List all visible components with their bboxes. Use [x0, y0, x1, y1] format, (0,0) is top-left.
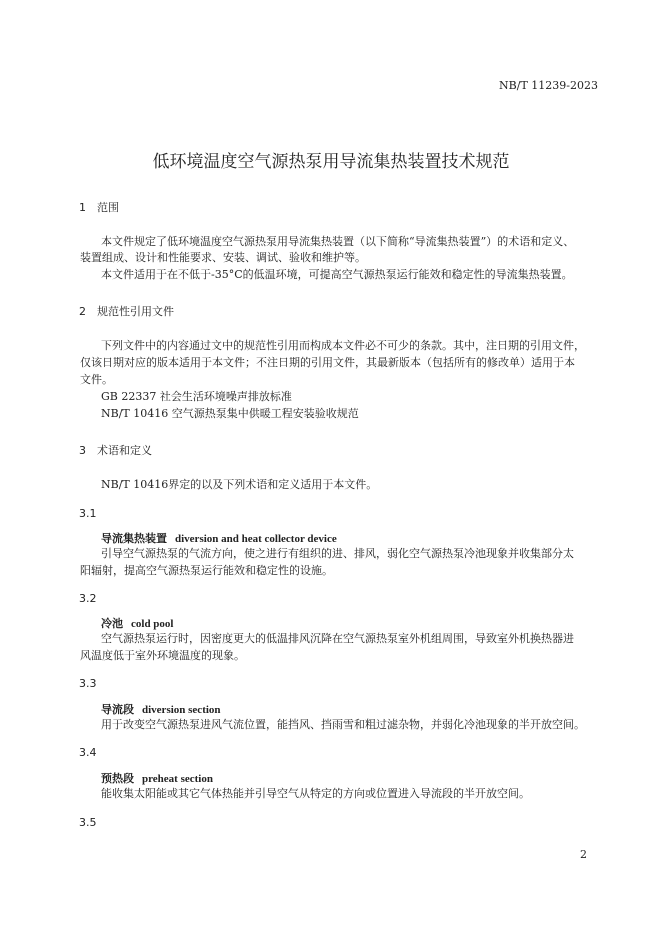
section-heading-references	[79, 303, 174, 319]
term-heading	[101, 701, 221, 717]
section-heading-terms	[79, 442, 152, 458]
document-title: 低环境温度空气源热泵用导流集热装置技术规范	[152, 152, 510, 172]
term-definition-line-2: 风温度低于室外环境温度的现象。	[80, 649, 245, 662]
term-english: diversion section	[142, 704, 221, 716]
section-title: 术语和定义	[97, 444, 152, 457]
term-chinese: 导流段	[101, 703, 134, 716]
term-heading	[101, 770, 213, 786]
section-number: 1	[79, 201, 86, 214]
term-definition-line-2: 阳辐射，提高空气源热泵运行能效和稳定性的设施。	[80, 564, 333, 577]
scope-paragraph-1-line-1: 本文件规定了低环境温度空气源热泵用导流集热装置（以下简称“导流集热装置”）的术语和定义、	[101, 235, 575, 248]
term-definition-line-1: 引导空气源热泵的气流方向，使之进行有组织的进、排风，弱化空气源热泵冷池现象并收集部分太	[101, 547, 574, 560]
references-paragraph-line-3: 文件。	[80, 373, 113, 386]
reference-item: GB 22337 社会生活环境噪声排放标准	[101, 390, 292, 403]
clause-number: 3.2	[79, 592, 97, 605]
term-heading	[101, 615, 173, 631]
section-number: 3	[79, 444, 86, 457]
term-chinese: 冷池	[101, 617, 123, 630]
term-definition-line-1: 能收集太阳能或其它气体热能并引导空气从特定的方向或位置进入导流段的半开放空间。	[101, 787, 530, 800]
terms-intro: NB/T 10416界定的以及下列术语和定义适用于本文件。	[101, 478, 378, 491]
clause-number: 3.5	[79, 816, 97, 829]
section-heading-scope	[79, 199, 119, 215]
term-chinese: 导流集热装置	[101, 532, 167, 545]
term-heading	[101, 530, 337, 546]
section-title: 范围	[97, 201, 119, 214]
reference-item: NB/T 10416 空气源热泵集中供暖工程安装验收规范	[101, 407, 359, 420]
clause-number: 3.4	[79, 746, 97, 759]
term-english: preheat section	[142, 773, 213, 785]
term-english: diversion and heat collector device	[175, 533, 337, 545]
section-title: 规范性引用文件	[97, 305, 174, 318]
term-definition-line-1: 空气源热泵运行时，因密度更大的低温排风沉降在空气源热泵室外机组周围，导致室外机换热器进	[101, 632, 574, 645]
references-paragraph-line-2: 仅该日期对应的版本适用于本文件；不注日期的引用文件，其最新版本（包括所有的修改单）适用于本	[80, 356, 575, 369]
term-chinese: 预热段	[101, 772, 134, 785]
scope-paragraph-1-line-2: 装置组成、设计和性能要求、安装、调试、验收和维护等。	[80, 251, 366, 264]
references-paragraph-line-1: 下列文件中的内容通过文中的规范性引用而构成本文件必不可少的条款。其中，注日期的引用文件，	[101, 339, 585, 352]
page-number: 2	[580, 848, 587, 861]
document-code: NB/T 11239-2023	[499, 79, 598, 92]
section-number: 2	[79, 305, 86, 318]
clause-number: 3.3	[79, 677, 97, 690]
clause-number: 3.1	[79, 507, 97, 520]
term-english: cold pool	[131, 618, 174, 630]
scope-paragraph-2: 本文件适用于在不低于-35°C的低温环境，可提高空气源热泵运行能效和稳定性的导流集热装置。	[101, 268, 573, 281]
term-definition-line-1: 用于改变空气源热泵进风气流位置，能挡风、挡雨雪和粗过滤杂物，并弱化冷池现象的半开放空间。	[101, 718, 585, 731]
